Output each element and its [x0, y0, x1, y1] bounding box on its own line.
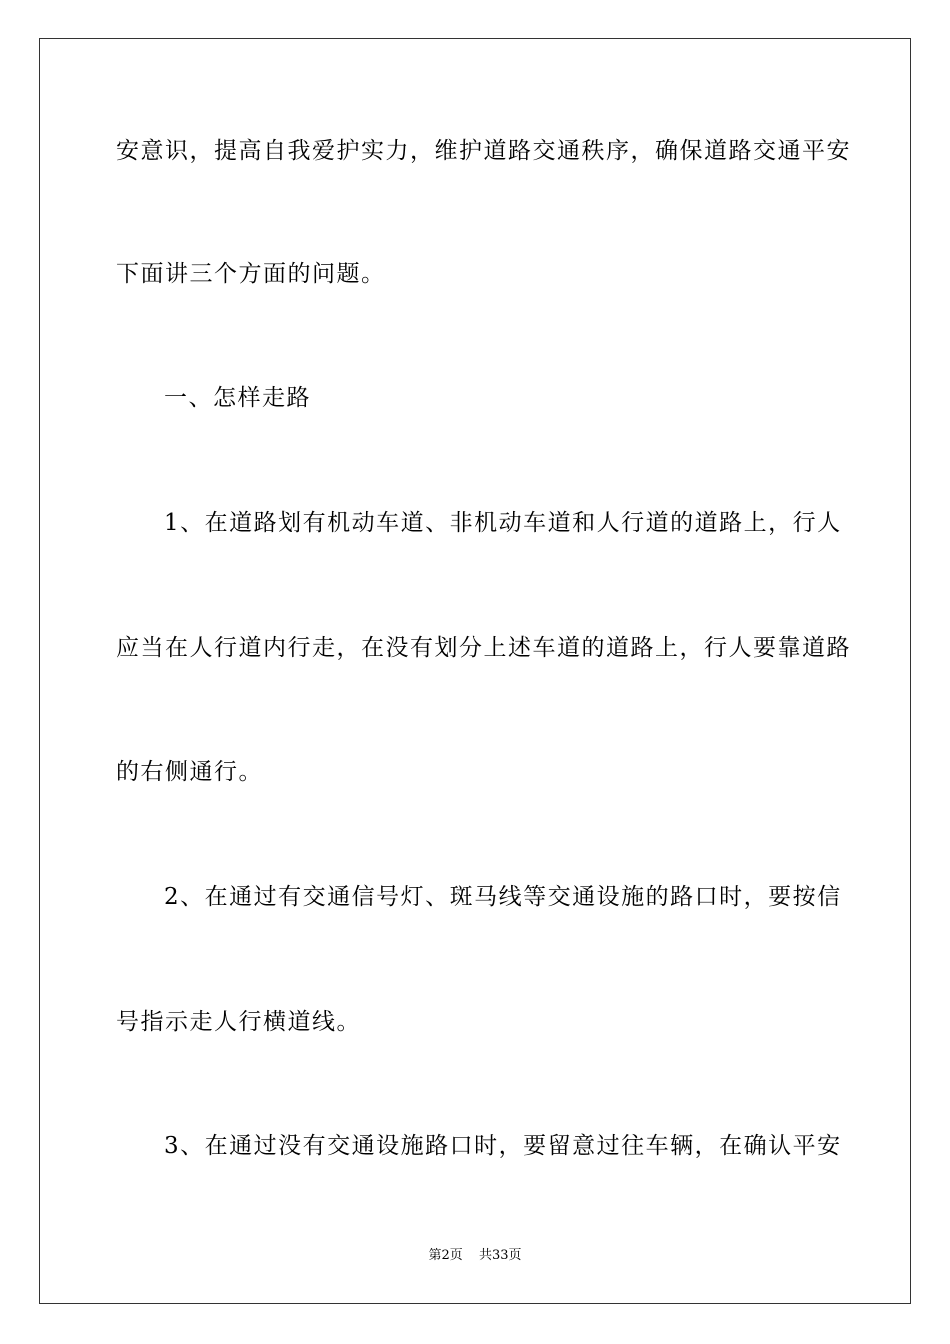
- page-border: [39, 38, 911, 1304]
- paragraph-line: 的右侧通行。: [116, 759, 263, 785]
- paragraph-line: 号指示走人行横道线。: [116, 1009, 361, 1035]
- section-heading: 一、怎样走路: [164, 385, 311, 411]
- paragraph-line: 应当在人行道内行走，在没有划分上述车道的道路上，行人要靠道路: [116, 635, 851, 661]
- paragraph-line: 1、在道路划有机动车道、非机动车道和人行道的道路上，行人: [164, 510, 842, 536]
- page-total: 共33页: [478, 1248, 522, 1263]
- page-footer: [0, 1248, 950, 1264]
- paragraph-line: 安意识，提高自我爱护实力，维护道路交通秩序，确保道路交通平安: [116, 138, 851, 164]
- page-number: 第2页: [428, 1248, 463, 1263]
- paragraph-line: 2、在通过有交通信号灯、斑马线等交通设施的路口时，要按信: [164, 884, 842, 910]
- paragraph-line: 下面讲三个方面的问题。: [116, 261, 386, 287]
- paragraph-line: 3、在通过没有交通设施路口时，要留意过往车辆，在确认平安: [164, 1133, 842, 1159]
